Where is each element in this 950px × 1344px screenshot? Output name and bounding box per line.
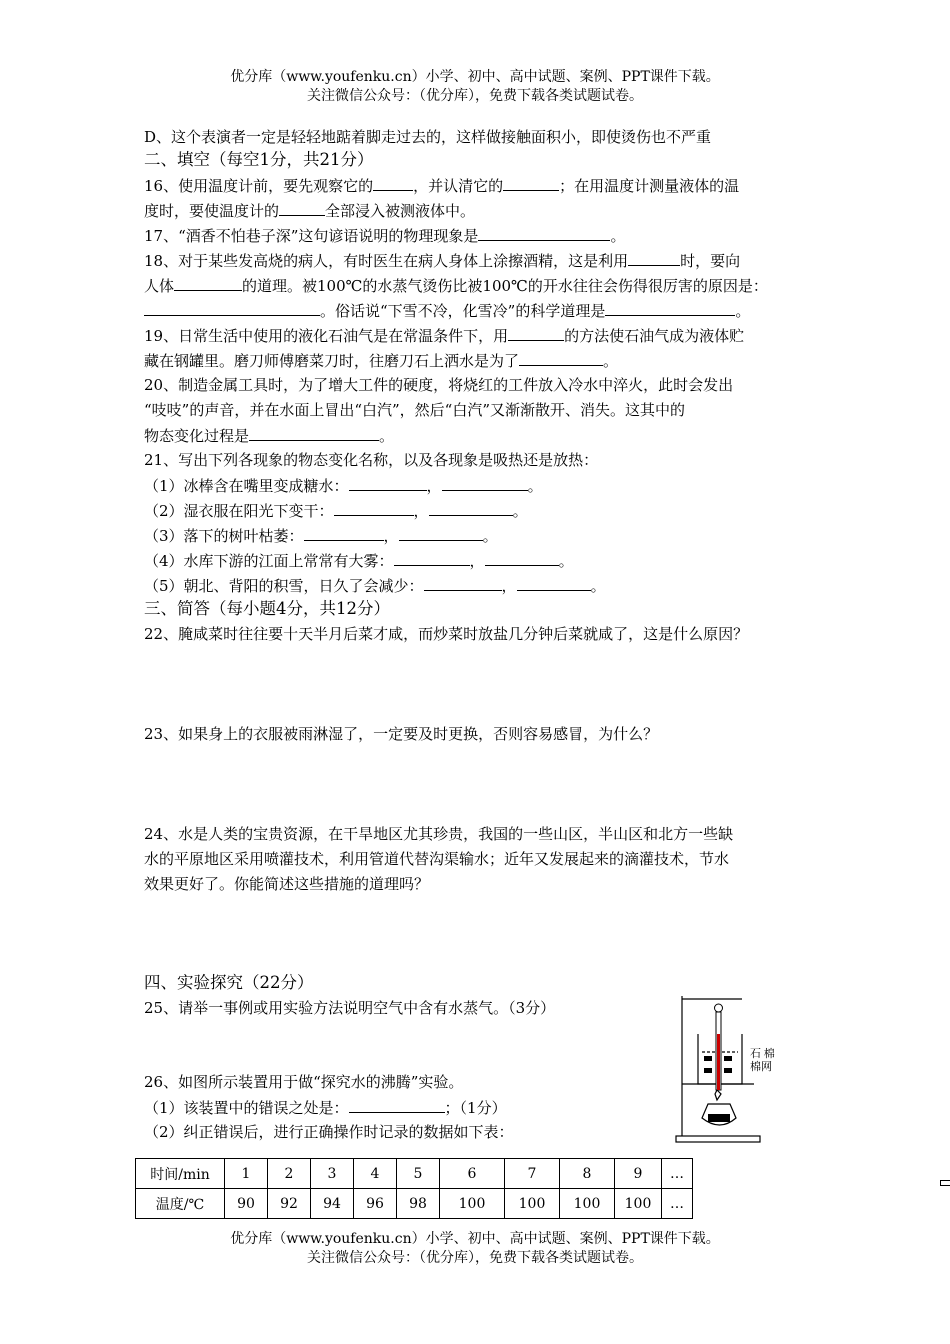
- time-row-header: 时间/min: [136, 1159, 225, 1189]
- header-line-1: 优分库（www.youfenku.cn）小学、初中、高中试题、案例、PPT课件下载。: [230, 69, 720, 85]
- time-cell: …: [662, 1159, 693, 1189]
- temp-cell: 100: [440, 1189, 505, 1219]
- q24-line-3: 效果更好了。你能简述这些措施的道理吗？: [144, 875, 430, 893]
- thermometer-liquid: [717, 1034, 720, 1090]
- q21-item-4: （4）水库下游的江面上常常有大雾： ， 。: [144, 552, 574, 570]
- blank[interactable]: [503, 175, 559, 191]
- boiling-data-table: [135, 1158, 693, 1219]
- q22: 22、腌咸菜时往往要十天半月后菜才咸，而炒菜时放盐几分钟后菜就咸了，这是什么原因？: [144, 625, 749, 643]
- temp-cell: 100: [505, 1189, 560, 1219]
- temp-cell: 96: [354, 1189, 397, 1219]
- q17: 17、“酒香不怕巷子深”这句谚语说明的物理现象是 。: [144, 227, 626, 245]
- blank[interactable]: [442, 475, 528, 491]
- page-footer: [0, 1230, 950, 1268]
- time-cell: 5: [397, 1159, 440, 1189]
- blank[interactable]: [399, 525, 483, 541]
- q18-line-3: 。俗话说“下雪不冷，化雪冷”的科学道理是 。: [144, 300, 750, 321]
- blank[interactable]: [334, 500, 414, 516]
- table-row-temperature: [136, 1189, 693, 1219]
- blank[interactable]: [279, 200, 325, 216]
- temp-cell: 98: [397, 1189, 440, 1219]
- time-cell: 6: [440, 1159, 505, 1189]
- blank[interactable]: [349, 1097, 445, 1113]
- header-line-2: 关注微信公众号：（优分库），免费下载各类试题试卷。: [307, 88, 643, 104]
- blank[interactable]: [174, 275, 242, 291]
- temp-cell: 90: [225, 1189, 268, 1219]
- q21-item-1: （1）冰棒含在嘴里变成糖水： ， 。: [144, 477, 543, 495]
- time-cell: 2: [268, 1159, 311, 1189]
- q20-line-3: 物态变化过程是 。: [144, 427, 395, 445]
- q25: 25、请举一事例或用实验方法说明空气中含有水蒸气。（3分）: [144, 999, 556, 1017]
- q21-item-3: （3）落下的树叶枯萎： ， 。: [144, 527, 498, 545]
- q19-line-2: 藏在钢罐里。磨刀师傅磨菜刀时，往磨刀石上洒水是为了 。: [144, 352, 619, 370]
- q20-line-2: “吱吱”的声音，并在水面上冒出“白汽”，然后“白汽”又渐渐散开、消失。这其中的: [144, 401, 686, 419]
- blank[interactable]: [304, 525, 384, 541]
- q26-part-1: （1）该装置中的错误之处是： ；（1分）: [144, 1099, 507, 1117]
- q19-line-1: 19、日常生活中使用的液化石油气是在常温条件下，用 的方法使石油气成为液体贮: [144, 327, 745, 345]
- section-3-title: 三、简答（每小题4分，共12分）: [144, 599, 390, 618]
- q23: 23、如果身上的衣服被雨淋湿了，一定要及时更换，否则容易感冒，为什么？: [144, 725, 659, 743]
- time-cell: 8: [560, 1159, 615, 1189]
- q16-line-2: 度时，要使温度计的 全部浸入被测液体中。: [144, 202, 476, 220]
- time-cell: 4: [354, 1159, 397, 1189]
- section-4-title: 四、实验探究（22分）: [144, 973, 314, 992]
- section-2-title: 二、填空（每空1分，共21分）: [144, 150, 374, 169]
- page-header: [0, 68, 950, 106]
- time-cell: 1: [225, 1159, 268, 1189]
- blank[interactable]: [519, 350, 603, 366]
- cork: [715, 1004, 723, 1012]
- temp-cell: 92: [268, 1189, 311, 1219]
- q24-line-2: 水的平原地区采用喷灌技术，利用管道代替沟渠输水；近年又发展起来的滴灌技术，节水: [144, 850, 730, 868]
- table-row-time: [136, 1159, 693, 1189]
- q24-line-1: 24、水是人类的宝贵资源，在干旱地区尤其珍贵，我国的一些山区，半山区和北方一些缺: [144, 825, 734, 843]
- figure-label-net: 棉网: [750, 1061, 772, 1073]
- q21-stem: 21、写出下列各现象的物态变化名称，以及各现象是吸热还是放热：: [144, 451, 599, 469]
- blank[interactable]: [485, 550, 559, 566]
- blank[interactable]: [517, 575, 591, 591]
- temp-cell: 94: [311, 1189, 354, 1219]
- footer-line-2: 关注微信公众号：（优分库），免费下载各类试题试卷。: [307, 1250, 643, 1266]
- q21-item-5: （5）朝北、背阳的积雪，日久了会减少： ， 。: [144, 577, 606, 595]
- temp-cell: 100: [560, 1189, 615, 1219]
- q18-line-1: 18、对于某些发高烧的病人，有时医生在病人身体上涂擦酒精，这是利用 时，要向: [144, 252, 741, 270]
- lamp-flame: [715, 1090, 721, 1100]
- q21-item-2: （2）湿衣服在阳光下变干： ， 。: [144, 502, 528, 520]
- q26-stem: 26、如图所示装置用于做“探究水的沸腾”实验。: [144, 1073, 464, 1091]
- stand-base: [676, 1136, 760, 1142]
- blank[interactable]: [605, 300, 735, 316]
- footer-line-1: 优分库（www.youfenku.cn）小学、初中、高中试题、案例、PPT课件下载。: [230, 1231, 720, 1247]
- time-cell: 7: [505, 1159, 560, 1189]
- q18-line-2: 人体 的道理。被100℃的水蒸气烫伤比被100℃的开水往往会伤得很厉害的原因是：: [144, 277, 768, 295]
- temp-cell: 100: [615, 1189, 662, 1219]
- blank[interactable]: [429, 500, 513, 516]
- figure-label-asbestos: 石 棉: [750, 1048, 775, 1060]
- boiling-apparatus-figure: [668, 990, 788, 1150]
- blank[interactable]: [249, 425, 379, 441]
- blank[interactable]: [628, 250, 680, 266]
- q15-option-d: D、这个表演者一定是轻轻地踮着脚走过去的，这样做接触面积小，即使烫伤也不严重: [144, 128, 712, 146]
- q16-line-1: 16、使用温度计前，要先观察它的 ，并认清它的 ；在用温度计测量液体的温: [144, 177, 740, 195]
- blank[interactable]: [394, 550, 470, 566]
- temp-cell: …: [662, 1189, 693, 1219]
- temp-row-header: 温度/℃: [136, 1189, 225, 1219]
- blank[interactable]: [478, 225, 610, 241]
- blank[interactable]: [373, 175, 413, 191]
- time-cell: 9: [615, 1159, 662, 1189]
- blank[interactable]: [349, 475, 427, 491]
- blank[interactable]: [424, 575, 502, 591]
- blank[interactable]: [144, 300, 320, 316]
- page-edge-marker: [940, 1180, 950, 1186]
- blank[interactable]: [508, 325, 564, 341]
- q26-part-2: （2）纠正错误后，进行正确操作时记录的数据如下表：: [144, 1123, 514, 1141]
- time-cell: 3: [311, 1159, 354, 1189]
- q20-line-1: 20、制造金属工具时，为了增大工件的硬度，将烧红的工件放入冷水中淬火，此时会发出: [144, 376, 734, 394]
